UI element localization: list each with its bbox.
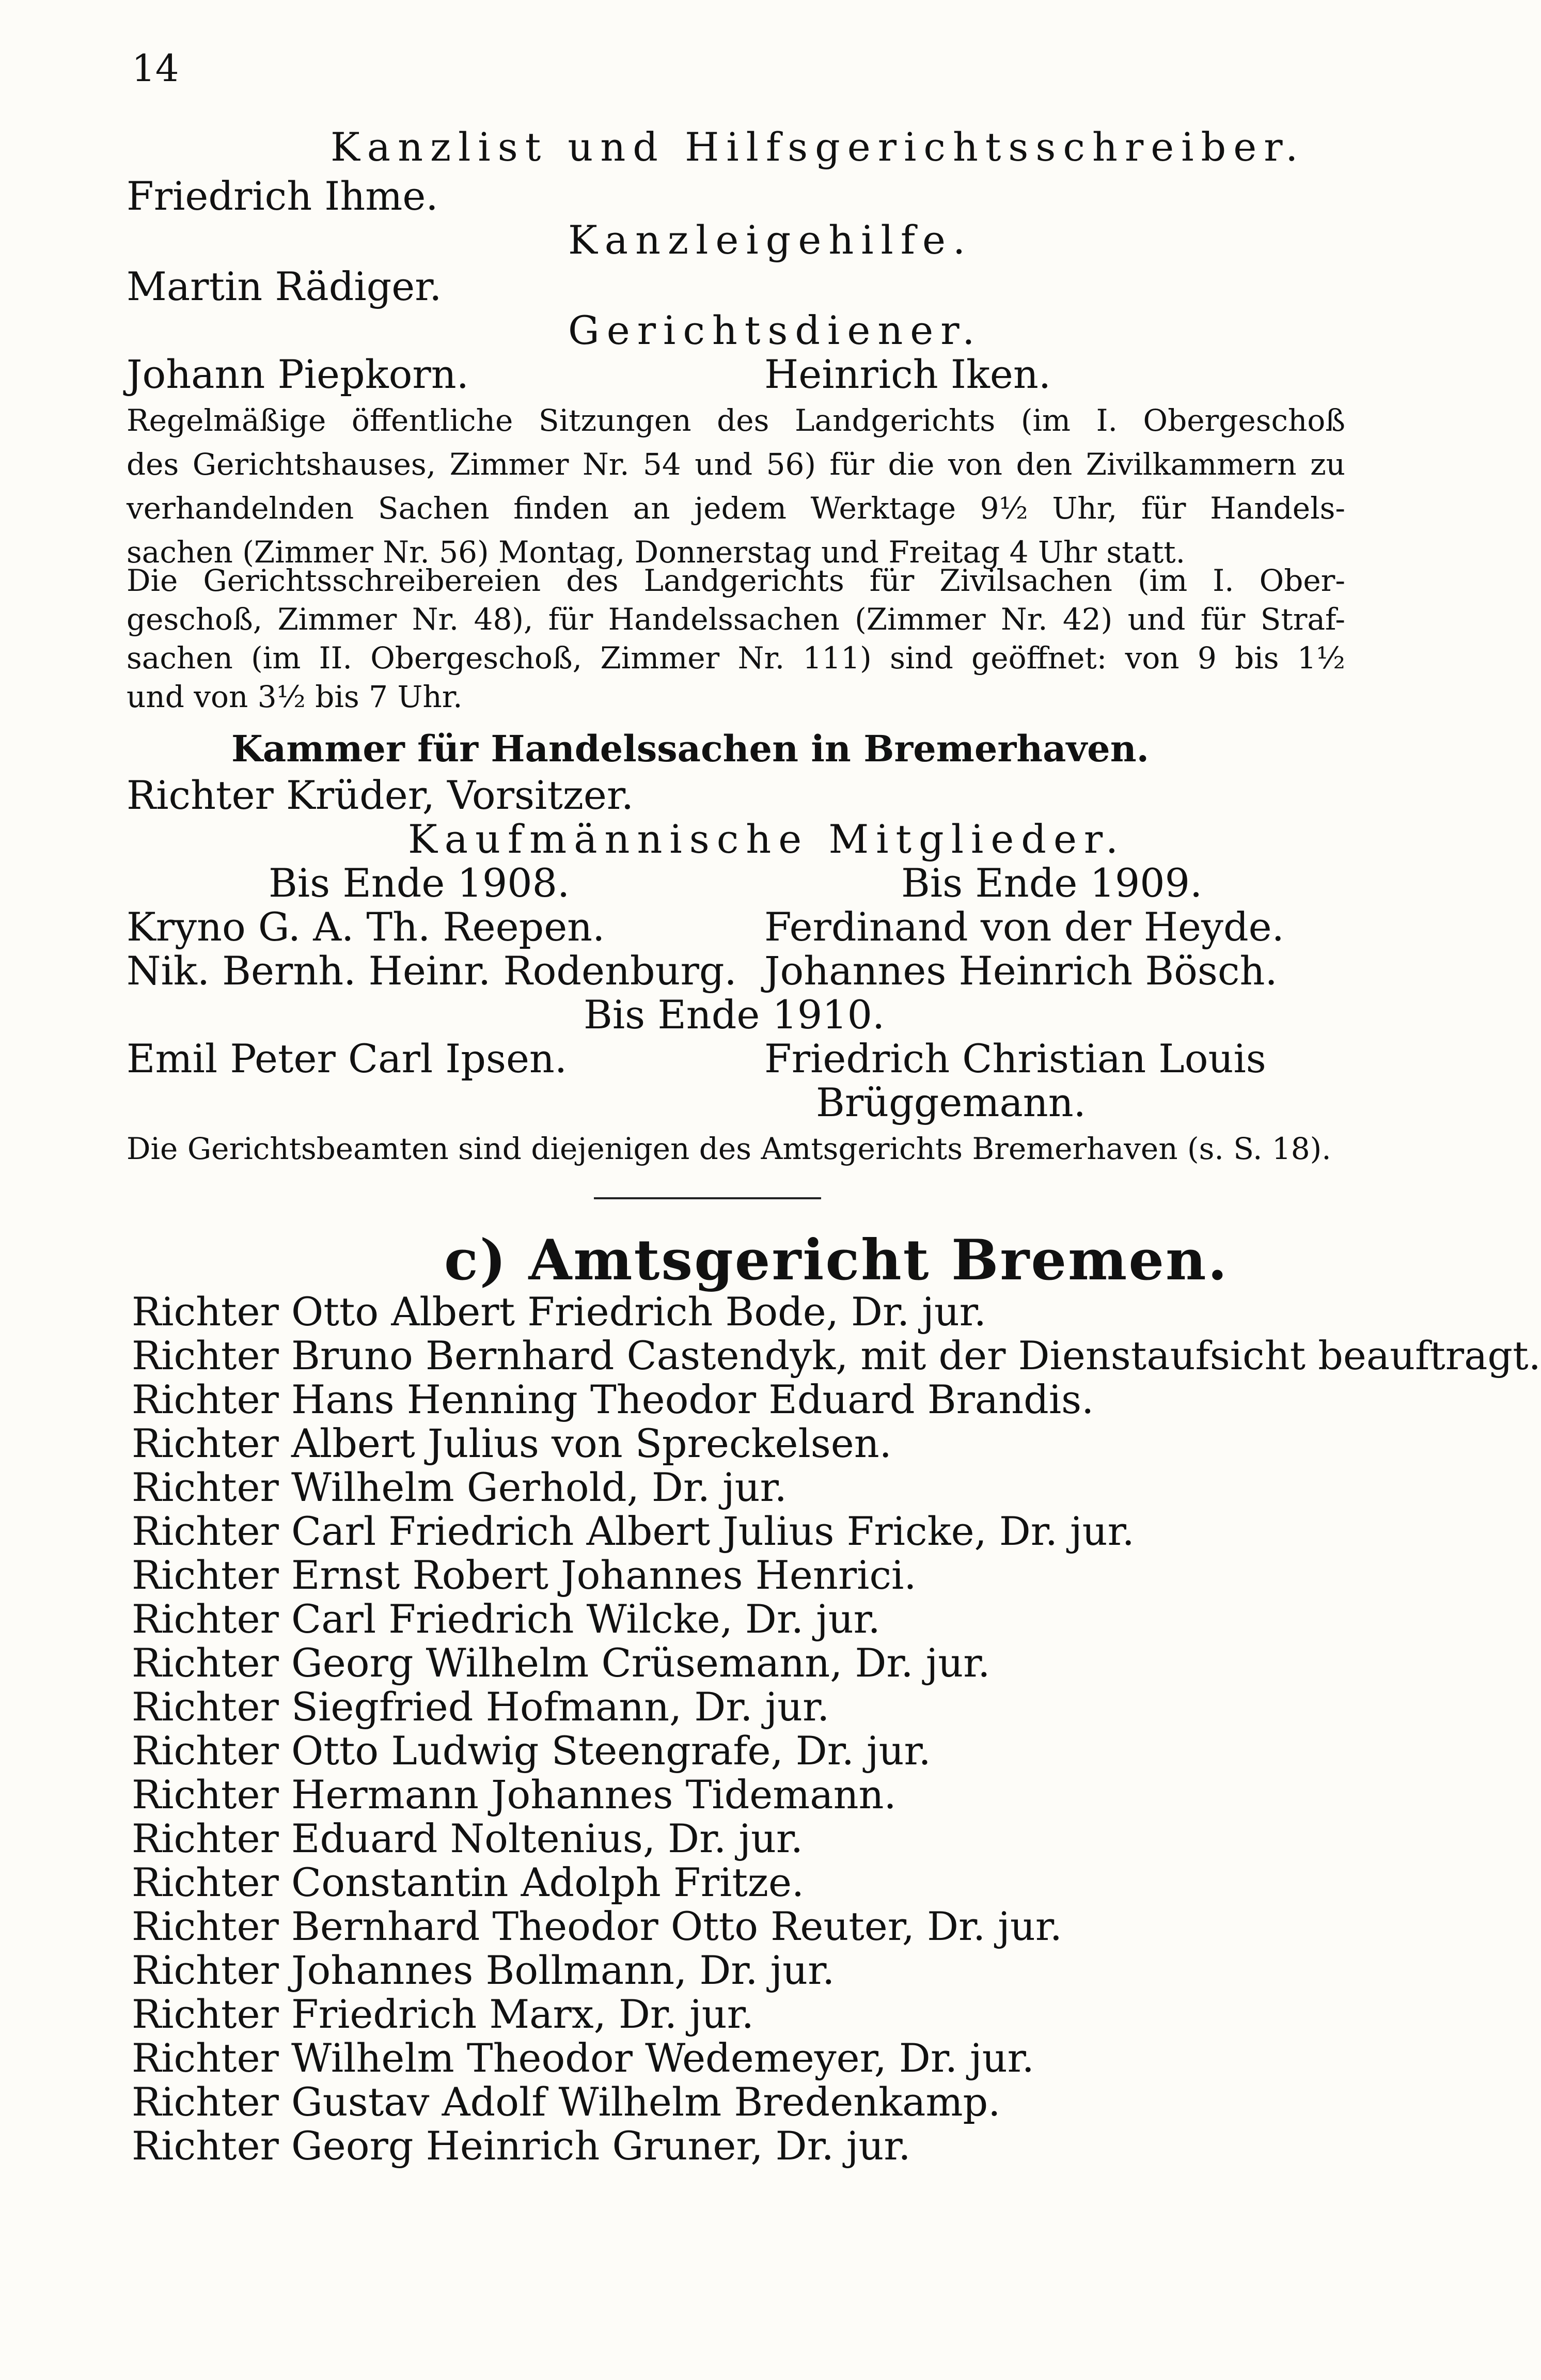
list-item: Richter Hans Henning Theodor Eduard Brandis. xyxy=(132,1376,1094,1422)
kanzleigehilfe-name: Martin Rädiger. xyxy=(127,263,442,309)
schreiberei-line-3: sachen (im II. Obergeschoß, Zimmer Nr. 111) sind geöffnet: von 9 bis 1½ xyxy=(127,640,1345,676)
list-item: Richter Eduard Noltenius, Dr. jur. xyxy=(132,1815,804,1861)
list-item: Richter Wilhelm Gerhold, Dr. jur. xyxy=(132,1464,787,1510)
section-divider xyxy=(594,1197,821,1199)
schreiberei-line-4: und von 3½ bis 7 Uhr. xyxy=(127,679,463,714)
list-item: Richter Hermann Johannes Tidemann. xyxy=(132,1772,897,1818)
gerichtsdiener-heading: Gerichtsdiener. xyxy=(568,307,982,353)
member-2-right: Johannes Heinrich Bösch. xyxy=(764,948,1278,994)
member-3-right: Friedrich Christian Louis xyxy=(764,1036,1266,1082)
kammer-heading: Kammer für Handelssachen in Bremerhaven. xyxy=(231,727,1149,770)
member-1-right: Ferdinand von der Heyde. xyxy=(764,904,1284,950)
sitzungen-line-3: verhandelnden Sachen finden an jedem Werktage 9½ Uhr, für Handels- xyxy=(127,491,1345,526)
bis-1910: Bis Ende 1910. xyxy=(584,992,885,1038)
list-item: Richter Siegfried Hofmann, Dr. jur. xyxy=(132,1684,830,1730)
member-1-left: Kryno G. A. Th. Reepen. xyxy=(127,904,605,950)
list-item: Richter Otto Albert Friedrich Bode, Dr. jur. xyxy=(132,1289,986,1335)
amtsgericht-heading: c) Amtsgericht Bremen. xyxy=(444,1228,1229,1293)
sitzungen-line-1: Regelmäßige öffentliche Sitzungen des Landgerichts (im I. Obergeschoß xyxy=(127,403,1345,438)
schreiberei-line-1: Die Gerichtsschreibereien des Landgerichts für Zivilsachen (im I. Ober- xyxy=(127,563,1345,598)
list-item: Richter Ernst Robert Johannes Henrici. xyxy=(132,1552,917,1598)
page-number: 14 xyxy=(132,46,179,90)
list-item: Richter Johannes Bollmann, Dr. jur. xyxy=(132,1947,835,1993)
gerichtsdiener-right: Heinrich Iken. xyxy=(764,351,1051,397)
bis-1908: Bis Ende 1908. xyxy=(269,860,570,906)
list-item: Richter Otto Ludwig Steengrafe, Dr. jur. xyxy=(132,1728,931,1774)
list-item: Richter Wilhelm Theodor Wedemeyer, Dr. jur. xyxy=(132,2035,1034,2081)
kanzlist-heading: Kanzlist und Hilfsgerichtsschreiber. xyxy=(331,124,1306,170)
list-item: Richter Friedrich Marx, Dr. jur. xyxy=(132,1991,754,2037)
kaufm-heading: Kaufmännische Mitglieder. xyxy=(408,816,1126,862)
list-item: Richter Constantin Adolph Fritze. xyxy=(132,1859,805,1905)
sitzungen-line-4: sachen (Zimmer Nr. 56) Montag, Donnerstag und Freitag 4 Uhr statt. xyxy=(127,535,1186,570)
beamten-note: Die Gerichtsbeamten sind diejenigen des Amtsgerichts Bremerhaven (s. S. 18). xyxy=(127,1131,1331,1166)
gerichtsdiener-left: Johann Piepkorn. xyxy=(127,351,469,397)
list-item: Richter Bruno Bernhard Castendyk, mit der Dienstaufsicht beauftragt. xyxy=(132,1333,1541,1379)
member-2-left: Nik. Bernh. Heinr. Rodenburg. xyxy=(127,948,737,994)
schreiberei-line-2: geschoß, Zimmer Nr. 48), für Handelssachen (Zimmer Nr. 42) und für Straf- xyxy=(127,602,1345,637)
list-item: Richter Carl Friedrich Albert Julius Fricke, Dr. jur. xyxy=(132,1508,1135,1554)
bis-1909: Bis Ende 1909. xyxy=(901,860,1203,906)
member-3-left: Emil Peter Carl Ipsen. xyxy=(127,1036,568,1082)
list-item: Richter Albert Julius von Spreckelsen. xyxy=(132,1420,892,1466)
member-3-right-cont: Brüggemann. xyxy=(816,1079,1086,1125)
list-item: Richter Georg Wilhelm Crüsemann, Dr. jur. xyxy=(132,1640,990,1686)
kanzleigehilfe-heading: Kanzleigehilfe. xyxy=(568,217,973,263)
kammer-chair: Richter Krüder, Vorsitzer. xyxy=(127,772,634,818)
sitzungen-line-2: des Gerichtshauses, Zimmer Nr. 54 und 56) für die von den Zivilkammern zu xyxy=(127,447,1345,482)
list-item: Richter Georg Heinrich Gruner, Dr. jur. xyxy=(132,2123,911,2169)
list-item: Richter Gustav Adolf Wilhelm Bredenkamp. xyxy=(132,2079,1001,2125)
list-item: Richter Carl Friedrich Wilcke, Dr. jur. xyxy=(132,1596,880,1642)
list-item: Richter Bernhard Theodor Otto Reuter, Dr. jur. xyxy=(132,1903,1062,1949)
kanzlist-name: Friedrich Ihme. xyxy=(127,173,438,219)
